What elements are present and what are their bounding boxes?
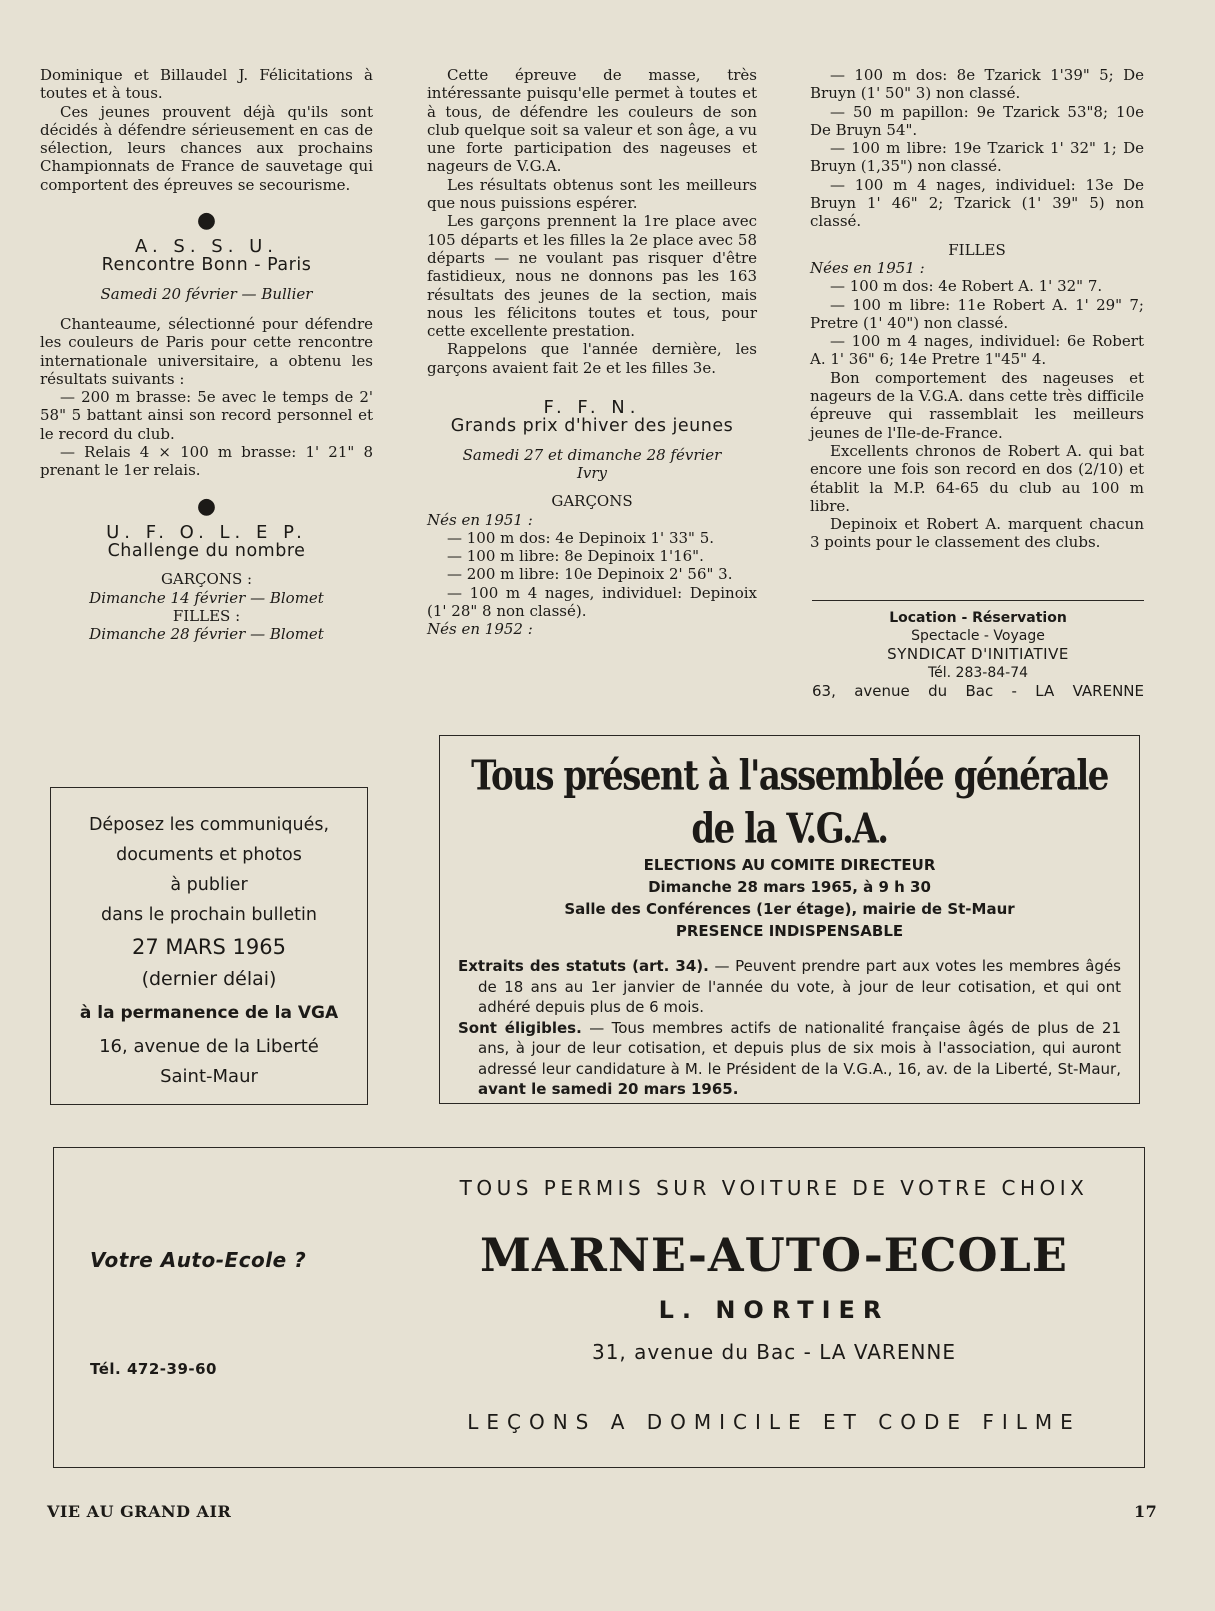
- agm-line-3: Salle des Conférences (1er étage), mairie de St-Maur: [564, 900, 1015, 918]
- syndicat-phone: Tél. 283-84-74: [927, 665, 1029, 681]
- deposit-notice-box: [50, 787, 368, 1105]
- notice-line-2: documents et photos: [116, 845, 302, 865]
- notice-line-9: Saint-Maur: [160, 1066, 258, 1087]
- ffn-date-2: Ivry: [576, 463, 608, 482]
- ffn-subtitle: Grands prix d'hiver des jeunes: [450, 416, 734, 437]
- col3-filles-result-3: — 100 m 4 nages, individuel: 6e Robert A. 1' 36" 6; 14e Pretre 1"45" 4.: [810, 332, 1144, 369]
- auto-owner: L. NORTIER: [658, 1296, 890, 1324]
- bullet-dot-1: ●: [196, 208, 217, 234]
- col3-result-2: — 50 m papillon: 9e Tzarick 53"8; 10e De Bruyn 54".: [810, 102, 1144, 139]
- footer-magazine-title: VIE AU GRAND AIR: [47, 1502, 232, 1521]
- agm-statute-2-body: — Tous membres actifs de nationalité française âgés de plus de 21 ans, à jour de leur cotisation, et depuis plus de six mois à l'association, qui auront adressé leur candidature à M. le Président de la V.G.A., 16, av. de la Liberté, St-Maur,: [478, 1018, 1121, 1078]
- notice-line-4: dans le prochain bulletin: [101, 905, 317, 925]
- ffn-nes-1951: Nés en 1951 :: [427, 510, 533, 529]
- notice-line-6: (dernier délai): [141, 968, 277, 990]
- assu-date: Samedi 20 février — Bullier: [100, 284, 313, 303]
- notice-line-8: 16, avenue de la Liberté: [99, 1036, 319, 1057]
- auto-ecole-ad: [53, 1147, 1145, 1468]
- col2-para-2: Les résultats obtenus sont les meilleurs que nous puissions espérer.: [427, 175, 757, 213]
- col2-para-1: Cette épreuve de masse, très intéressante puisqu'elle permet à toutes et à tous, de défendre les couleurs de son club quelque soit sa valeur et son âge, a vu une forte participation des nageuses et nageurs de V.G.A.: [427, 66, 757, 176]
- agm-statute-1-head: Extraits des statuts (art. 34).: [458, 957, 709, 975]
- agm-notice-box: [439, 735, 1140, 1104]
- col3-result-4: — 100 m 4 nages, individuel: 13e De Bruyn 1' 46" 2; Tzarick (1' 39" 5) non classé.: [810, 175, 1144, 231]
- agm-statute-2-deadline: avant le samedi 20 mars 1965.: [478, 1080, 739, 1098]
- col3-filles-result-2: — 100 m libre: 11e Robert A. 1' 29" 7; Pretre (1' 40") non classé.: [810, 295, 1144, 332]
- col3-result-1: — 100 m dos: 8e Tzarick 1'39" 5; De Bruyn (1' 50" 3) non classé.: [810, 66, 1144, 103]
- ffn-result-4: — 100 m 4 nages, individuel: Depinoix (1' 28" 8 non classé).: [427, 583, 757, 621]
- agm-statute-1-body: — Peuvent prendre part aux votes les membres âgés de 18 ans au 1er janvier de l'année du vote, à jour de leur cotisation, et qui ont adhéré depuis plus de 6 mois.: [478, 957, 1121, 1016]
- ffn-result-1: — 100 m dos: 4e Depinoix 1' 33" 5.: [447, 528, 715, 547]
- syndicat-line-2: Spectacle - Voyage: [911, 628, 1045, 644]
- ufolep-subtitle: Challenge du nombre: [107, 540, 306, 561]
- syndicat-line-1: Location - Réservation: [889, 610, 1067, 626]
- footer-page-number: 17: [1134, 1502, 1158, 1521]
- ufolep-filles-date: Dimanche 28 février — Blomet: [89, 625, 324, 644]
- col2-para-3: Les garçons prennent la 1re place avec 105 départs et les filles la 2e place avec 58 départs — ne voulant pas risquer d'être fastidieux, nous ne donnons pas les 163 résultats des jeunes de la section, mais nous les félicitons toutes et tous, pour cette excellente prestation.: [427, 212, 757, 341]
- col3-nees-1951: Nées en 1951 :: [810, 258, 925, 277]
- agm-line-1: ELECTIONS AU COMITE DIRECTEUR: [643, 856, 936, 874]
- agm-line-4: PRESENCE INDISPENSABLE: [675, 922, 904, 940]
- col2-para-4: Rappelons que l'année dernière, les garçons avaient fait 2e et les filles 3e.: [427, 340, 757, 377]
- col3-filles-result-1: — 100 m dos: 4e Robert A. 1' 32" 7.: [830, 277, 1103, 296]
- ffn-nes-1952: Nés en 1952 :: [427, 620, 533, 639]
- auto-address: 31, avenue du Bac - LA VARENNE: [591, 1340, 957, 1364]
- assu-subtitle: Rencontre Bonn - Paris: [101, 255, 312, 276]
- ffn-result-3: — 200 m libre: 10e Depinoix 2' 56" 3.: [447, 565, 733, 584]
- syndicat-address: 63, avenue du Bac - LA VARENNE: [812, 682, 1144, 700]
- ffn-result-2: — 100 m libre: 8e Depinoix 1'16".: [447, 547, 704, 566]
- agm-line-2: Dimanche 28 mars 1965, à 9 h 30: [648, 878, 931, 896]
- ffn-garcons-label: GARÇONS: [551, 492, 633, 511]
- notice-line-1: Déposez les communiqués,: [88, 815, 330, 835]
- agm-statute-1: [458, 956, 1121, 1018]
- col1-intro-2: Ces jeunes prouvent déjà qu'ils sont décidés à défendre sérieusement en cas de sélection, leurs chances aux prochains Championnats de France de sauvetage qui comportent des épreuves se secourisme.: [40, 102, 373, 194]
- col3-filles-label: FILLES: [948, 240, 1006, 259]
- syndicat-ad: [812, 600, 1144, 701]
- ffn-date-1: Samedi 27 et dimanche 28 février: [462, 445, 722, 464]
- column-3: [810, 66, 1144, 552]
- auto-top-line: TOUS PERMIS SUR VOITURE DE VOTRE CHOIX: [459, 1176, 1089, 1200]
- notice-line-7: à la permanence de la VGA: [79, 1003, 339, 1023]
- assu-result-1: — 200 m brasse: 5e avec le temps de 2' 58" 5 battant ainsi son record personnel et le record du club.: [40, 388, 373, 443]
- syndicat-line-3: SYNDICAT D'INITIATIVE: [887, 645, 1069, 663]
- ufolep-garcons-label: GARÇONS :: [160, 570, 253, 589]
- ufolep-filles-label: FILLES :: [172, 606, 241, 625]
- ufolep-garcons-date: Dimanche 14 février — Blomet: [89, 588, 324, 607]
- notice-line-3: à publier: [170, 875, 248, 895]
- column-2: [427, 66, 757, 639]
- ffn-title: F. F. N.: [543, 397, 641, 419]
- col3-para-2: Excellents chronos de Robert A. qui bat encore une fois son record en dos (2/10) et établit la M.P. 64-65 du club au 100 m libre.: [810, 441, 1144, 515]
- auto-phone: Tél. 472-39-60: [90, 1360, 217, 1378]
- auto-bottom-line: LEÇONS A DOMICILE ET CODE FILME: [467, 1410, 1081, 1434]
- assu-body: Chanteaume, sélectionné pour défendre les couleurs de Paris pour cette rencontre internationale universitaire, a obtenu les résultats suivants :: [40, 314, 373, 388]
- assu-title: A. S. S. U.: [134, 236, 279, 258]
- col1-intro-1: Dominique et Billaudel J. Félicitations à toutes et à tous.: [40, 66, 373, 103]
- ufolep-title: U. F. O. L. E P.: [106, 521, 307, 543]
- bullet-dot-2: ●: [196, 493, 217, 519]
- col3-result-3: — 100 m libre: 19e Tzarick 1' 32" 1; De Bruyn (1,35") non classé.: [810, 139, 1144, 176]
- agm-statute-2: [458, 1018, 1121, 1100]
- assu-result-2: — Relais 4 × 100 m brasse: 1' 21" 8 prenant le 1er relais.: [40, 443, 373, 480]
- auto-school-name: MARNE-AUTO-ECOLE: [480, 1228, 1068, 1282]
- col3-para-3: Depinoix et Robert A. marquent chacun 3 points pour le classement des clubs.: [810, 515, 1144, 552]
- notice-deadline: 27 MARS 1965: [132, 935, 286, 959]
- column-1: [40, 66, 373, 643]
- agm-headline: Tous présent à l'assemblée générale de la V.G.A.: [471, 752, 1108, 854]
- agm-statute-2-head: Sont éligibles.: [458, 1018, 582, 1037]
- auto-question: Votre Auto-Ecole ?: [90, 1248, 307, 1272]
- col3-para-1: Bon comportement des nageuses et nageurs de la V.G.A. dans cette très difficile épreuve qui rassemblait les meilleurs jeunes de l'Ile-de-France.: [810, 368, 1144, 442]
